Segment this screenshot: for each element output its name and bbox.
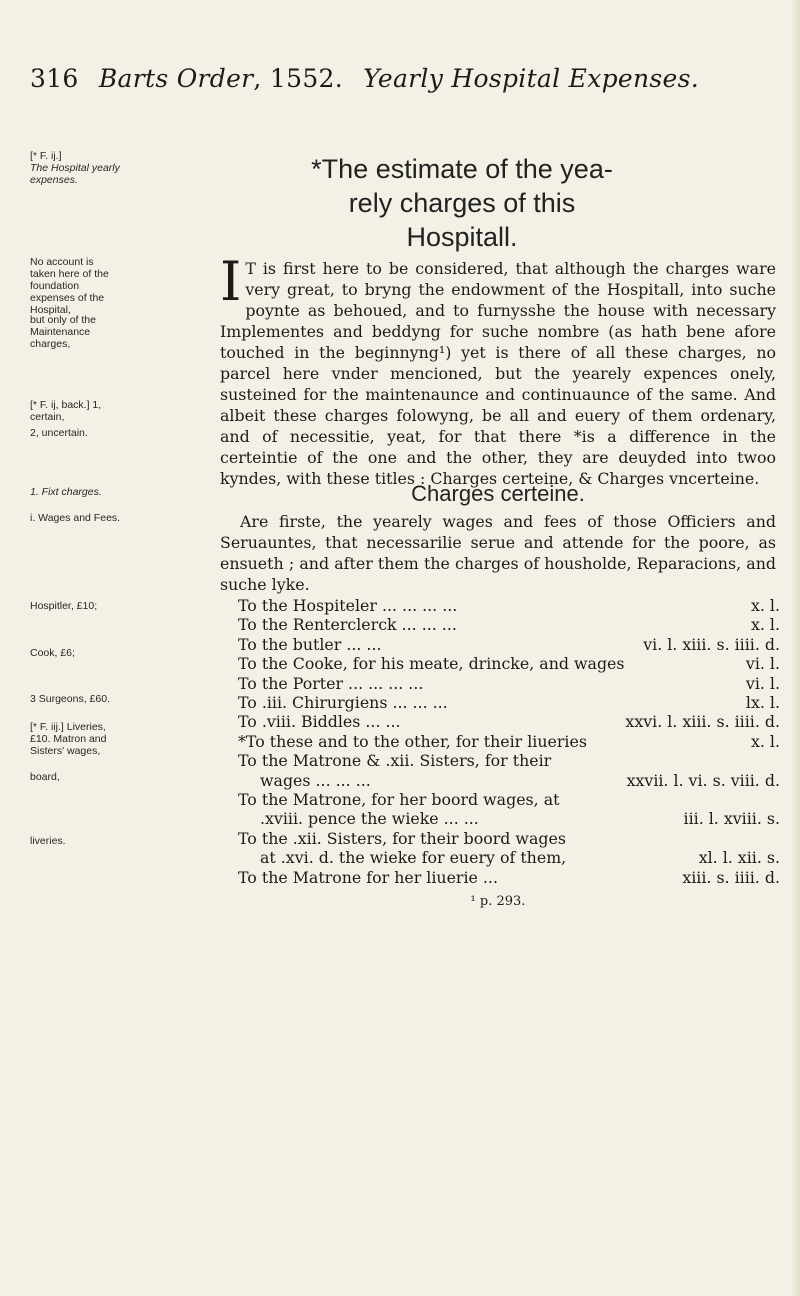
ledger-item: To the Renterclerck ... ... ... <box>238 615 457 635</box>
section-title: Yearly Hospital Expenses. <box>363 64 700 93</box>
sidenote-liveries: liveries. <box>30 835 66 847</box>
section-heading: Charges certeine. <box>411 481 585 506</box>
ledger-row <box>238 848 780 867</box>
ledger-row <box>238 615 780 634</box>
ledger-item: To the butler ... ... <box>238 634 382 654</box>
sidenote-certain: [* F. ij, back.] 1, certain, <box>30 399 102 423</box>
running-head <box>30 64 790 93</box>
ledger-row <box>238 751 780 770</box>
ledger-item: .xviii. pence the wieke ... ... <box>260 809 479 829</box>
footnote: ¹ p. 293. <box>470 894 526 909</box>
sidenote-liveries-matron: [* F. iij.] Liveries, £10. Matron and Sisters' wages, <box>30 721 107 757</box>
ledger-amount: xxvii. l. vi. s. viii. d. <box>626 770 780 790</box>
charges-paragraph: Are firste, the yearely wages and fees of those Officiers and Seruauntes, that necessarilie serue and attende for the poore, as ensueth ; and after them the charges of housholde, Reparacions, and suche lyke. <box>220 512 776 594</box>
ledger-amount: xiii. s. iiii. d. <box>682 867 780 887</box>
ledger-row <box>238 674 780 693</box>
ledger-row <box>238 771 780 790</box>
ledger-item: To the .xii. Sisters, for their boord wages <box>238 828 566 848</box>
ledger-item: wages ... ... ... <box>260 770 371 790</box>
sidenote-surgeons: 3 Surgeons, £60. <box>30 693 110 705</box>
sidenote-wages-fees: i. Wages and Fees. <box>30 512 121 524</box>
page-edge <box>790 0 800 1296</box>
title-line: rely charges of this <box>348 188 576 218</box>
ledger-item: *To these and to the other, for their liueries <box>238 731 587 751</box>
ledger-item: To the Hospiteler ... ... ... ... <box>238 596 458 615</box>
ledger-row <box>238 829 780 848</box>
ledger-item: To the Matrone & .xii. Sisters, for their <box>238 751 552 771</box>
sidenote-hospitler: Hospitler, £10; <box>30 600 98 612</box>
page-number: 316 <box>30 64 79 93</box>
ledger-amount: vi. l. xiii. s. iiii. d. <box>643 634 780 654</box>
ledger-item: at .xvi. d. the wieke for euery of them, <box>260 848 567 868</box>
ledger-amount: iii. l. xviii. s. <box>683 809 780 829</box>
ledger-amount: x. l. <box>750 596 780 615</box>
sidenote-cook: Cook, £6; <box>30 647 75 659</box>
ledger-row <box>238 868 780 887</box>
ledger-item: To the Porter ... ... ... ... <box>238 673 424 693</box>
sidenote-uncertain: 2, uncertain. <box>30 427 88 439</box>
ledger-amount: x. l. <box>750 731 780 751</box>
book-title: Barts Order <box>98 64 254 93</box>
ledger-amount: x. l. <box>750 615 780 635</box>
ledger-amount: xxvi. l. xiii. s. iiii. d. <box>625 712 780 732</box>
drop-capital: I <box>220 250 242 313</box>
title-line: *The estimate of the yea- <box>311 154 613 184</box>
ledger-item: To .viii. Biddles ... ... <box>238 712 401 732</box>
charges-ledger <box>238 596 780 887</box>
ledger-item: To the Matrone, for her boord wages, at <box>238 790 560 810</box>
sidenote-fixt-charges: 1. Fixt charges. <box>30 486 102 498</box>
ledger-item: To the Cooke, for his meate, drincke, and wages <box>238 654 625 674</box>
chapter-title <box>212 152 712 254</box>
sidenote-folio: [* F. ij.] <box>30 150 62 162</box>
ledger-row <box>238 635 780 654</box>
intro-paragraph <box>220 250 776 489</box>
ledger-row <box>238 693 780 712</box>
title-line: Hospitall. <box>406 222 518 252</box>
sidenote-no-account: No account is taken here of the foundation expenses of the Hospital, <box>30 256 109 316</box>
ledger-amount: vi. l. <box>745 673 780 693</box>
ledger-row <box>238 732 780 751</box>
ledger-row <box>238 712 780 731</box>
ledger-row <box>238 596 780 615</box>
book-year: , 1552. <box>253 64 343 93</box>
intro-text: T is first here to be considered, that although the charges ware very great, to bryng the endowment of the Hospitall, into suche poynte as behoued, and to furnysshe the house with necessary Implementes and beddyng for suche nombre (as hath bene afore touched in the beginnyng¹) yet is there of all these charges, no parcel here vnder mencioned, but the yearely expences onely, susteined for the maintenaunce and continuaunce of the same. And albeit these charges folowyng, be all and euery of them ordenary, and of necessitie, yeat, for that there *is a difference in the certeintie of the one and the other, they are deuyded into twoo kyndes, with these titles : Charges certeine, & Charges vncerteine. <box>220 259 776 488</box>
ledger-row <box>238 809 780 828</box>
sidenote-hospital-expenses: The Hospital yearly expenses. <box>30 162 120 186</box>
ledger-row <box>238 790 780 809</box>
ledger-amount: xl. l. xii. s. <box>698 848 780 868</box>
ledger-item: To .iii. Chirurgiens ... ... ... <box>238 693 448 713</box>
ledger-amount: vi. l. <box>745 654 780 674</box>
ledger-row <box>238 654 780 673</box>
ledger-amount: lx. l. <box>745 693 780 713</box>
ledger-item: To the Matrone for her liuerie ... <box>238 867 498 887</box>
sidenote-board: board, <box>30 771 60 783</box>
sidenote-maintenance: but only of the Maintenance charges, <box>30 314 96 350</box>
